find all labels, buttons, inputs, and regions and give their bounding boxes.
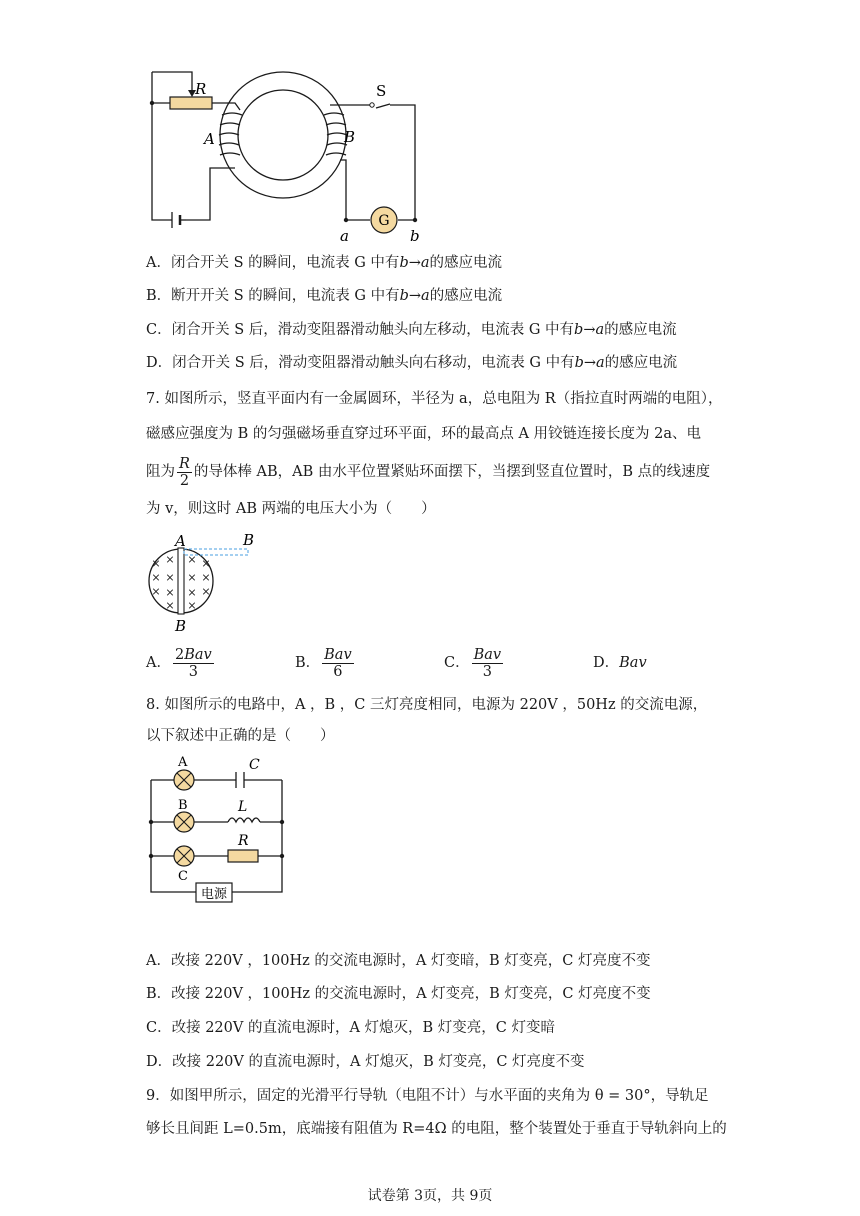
page-footer: 试卷第 3页，共 9页 xyxy=(367,1188,493,1204)
lamp-c-icon xyxy=(174,846,194,866)
svg-text:R: R xyxy=(238,833,249,849)
svg-text:×: × xyxy=(201,557,211,570)
svg-text:G: G xyxy=(378,213,390,229)
svg-text:B: B xyxy=(178,798,188,813)
svg-text:×: × xyxy=(151,585,161,598)
q7-line-1: 7. 如图所示，竖直平面内有一金属圆环，半径为 a，总电阻为 R（指拉直时两端的电阻）， xyxy=(146,391,723,407)
svg-text:×: × xyxy=(165,571,175,584)
svg-text:A: A xyxy=(178,755,188,770)
svg-text:A: A xyxy=(204,130,215,148)
q8-option-d: D．改接 220V 的直流电源时，A 灯熄灭，B 灯变亮，C 灯亮度不变 xyxy=(146,1054,585,1070)
svg-text:×: × xyxy=(151,557,161,570)
resistor-r xyxy=(170,97,212,109)
q8-circuit-diagram xyxy=(140,752,300,910)
q7-ring-diagram xyxy=(140,530,270,634)
svg-text:×: × xyxy=(201,571,211,584)
q7-option-b: B． $\frac{\text{Bav}}{6}$ xyxy=(295,646,352,680)
svg-text:×: × xyxy=(201,585,211,598)
q7-option-a: A． $\frac{\text{2Bav}}{3}$ xyxy=(146,646,212,680)
q6-option-d: D．闭合开关 S 后，滑动变阻器滑动触头向右移动，电流表 G 中有b→a的感应电流 xyxy=(146,355,678,371)
svg-text:×: × xyxy=(151,571,161,584)
q9-line-2: 够长且间距 L=0.5m，底端接有阻值为 R=4Ω 的电阻，整个装置处于垂直于导轨斜向上的 xyxy=(146,1121,727,1137)
svg-text:电源: 电源 xyxy=(200,887,228,902)
q8-line-2: 以下叙述中正确的是（ ） xyxy=(146,728,335,744)
svg-text:×: × xyxy=(165,553,175,566)
q8-option-b: B．改接 220V ，100Hz 的交流电源时，A 灯变亮，B 灯变亮，C 灯亮度不变 xyxy=(146,986,651,1002)
svg-text:A: A xyxy=(175,532,186,550)
svg-text:S: S xyxy=(376,82,387,100)
svg-text:C: C xyxy=(178,869,188,884)
svg-text:×: × xyxy=(187,553,197,566)
svg-text:L: L xyxy=(238,799,248,815)
q9-line-1: 9．如图甲所示，固定的光滑平行导轨（电阻不计）与水平面的夹角为 θ = 30°，导轨足 xyxy=(146,1088,709,1104)
svg-text:R: R xyxy=(195,80,207,98)
q7-line-2: 磁感应强度为 B 的匀强磁场垂直穿过环平面，环的最高点 A 用铰链连接长度为 2a、电 xyxy=(146,426,702,442)
q6-option-a: A．闭合开关 S 的瞬间，电流表 G 中有b→a的感应电流 xyxy=(146,255,503,271)
svg-text:C: C xyxy=(249,757,260,773)
svg-text:B: B xyxy=(243,531,255,549)
svg-text:×: × xyxy=(187,586,197,599)
svg-text:b: b xyxy=(410,227,420,245)
svg-text:B: B xyxy=(344,128,356,146)
svg-text:×: × xyxy=(165,586,175,599)
lamp-b-icon xyxy=(174,812,194,832)
svg-text:B: B xyxy=(175,617,187,634)
q8-option-c: C．改接 220V 的直流电源时，A 灯熄灭，B 灯变亮，C 灯变暗 xyxy=(146,1020,556,1036)
q7-line-3: 阻为 $\frac{R}{2}$ 的导体棒 AB，AB 由水平位置紧贴环面摆下，当摆到竖直位置时，B 点的线速度 xyxy=(146,455,711,489)
q7-option-c: C． $\frac{\text{Bav}}{3}$ xyxy=(444,646,502,680)
q7-fraction: $\frac{R}{2}$ xyxy=(179,455,190,489)
svg-text:×: × xyxy=(187,599,197,612)
q8-option-a: A．改接 220V ，100Hz 的交流电源时，A 灯变暗，B 灯变亮，C 灯亮度不变 xyxy=(146,953,651,969)
lamp-a-icon xyxy=(174,770,194,790)
q6-circuit-diagram xyxy=(140,60,430,245)
q8-line-1: 8. 如图所示的电路中，A ，B ，C 三灯亮度相同，电源为 220V ，50Hz 的交流电源， xyxy=(146,697,708,713)
q7-option-d: D．Bav xyxy=(593,655,647,671)
svg-text:×: × xyxy=(165,599,175,612)
svg-text:×: × xyxy=(187,571,197,584)
q7-line-4: 为 v，则这时 AB 两端的电压大小为（ ） xyxy=(146,501,436,517)
q6-option-b: B．断开开关 S 的瞬间，电流表 G 中有b→a的感应电流 xyxy=(146,288,503,304)
q6-option-c: C．闭合开关 S 后，滑动变阻器滑动触头向左移动，电流表 G 中有b→a的感应电流 xyxy=(146,322,677,338)
svg-text:a: a xyxy=(340,227,349,245)
